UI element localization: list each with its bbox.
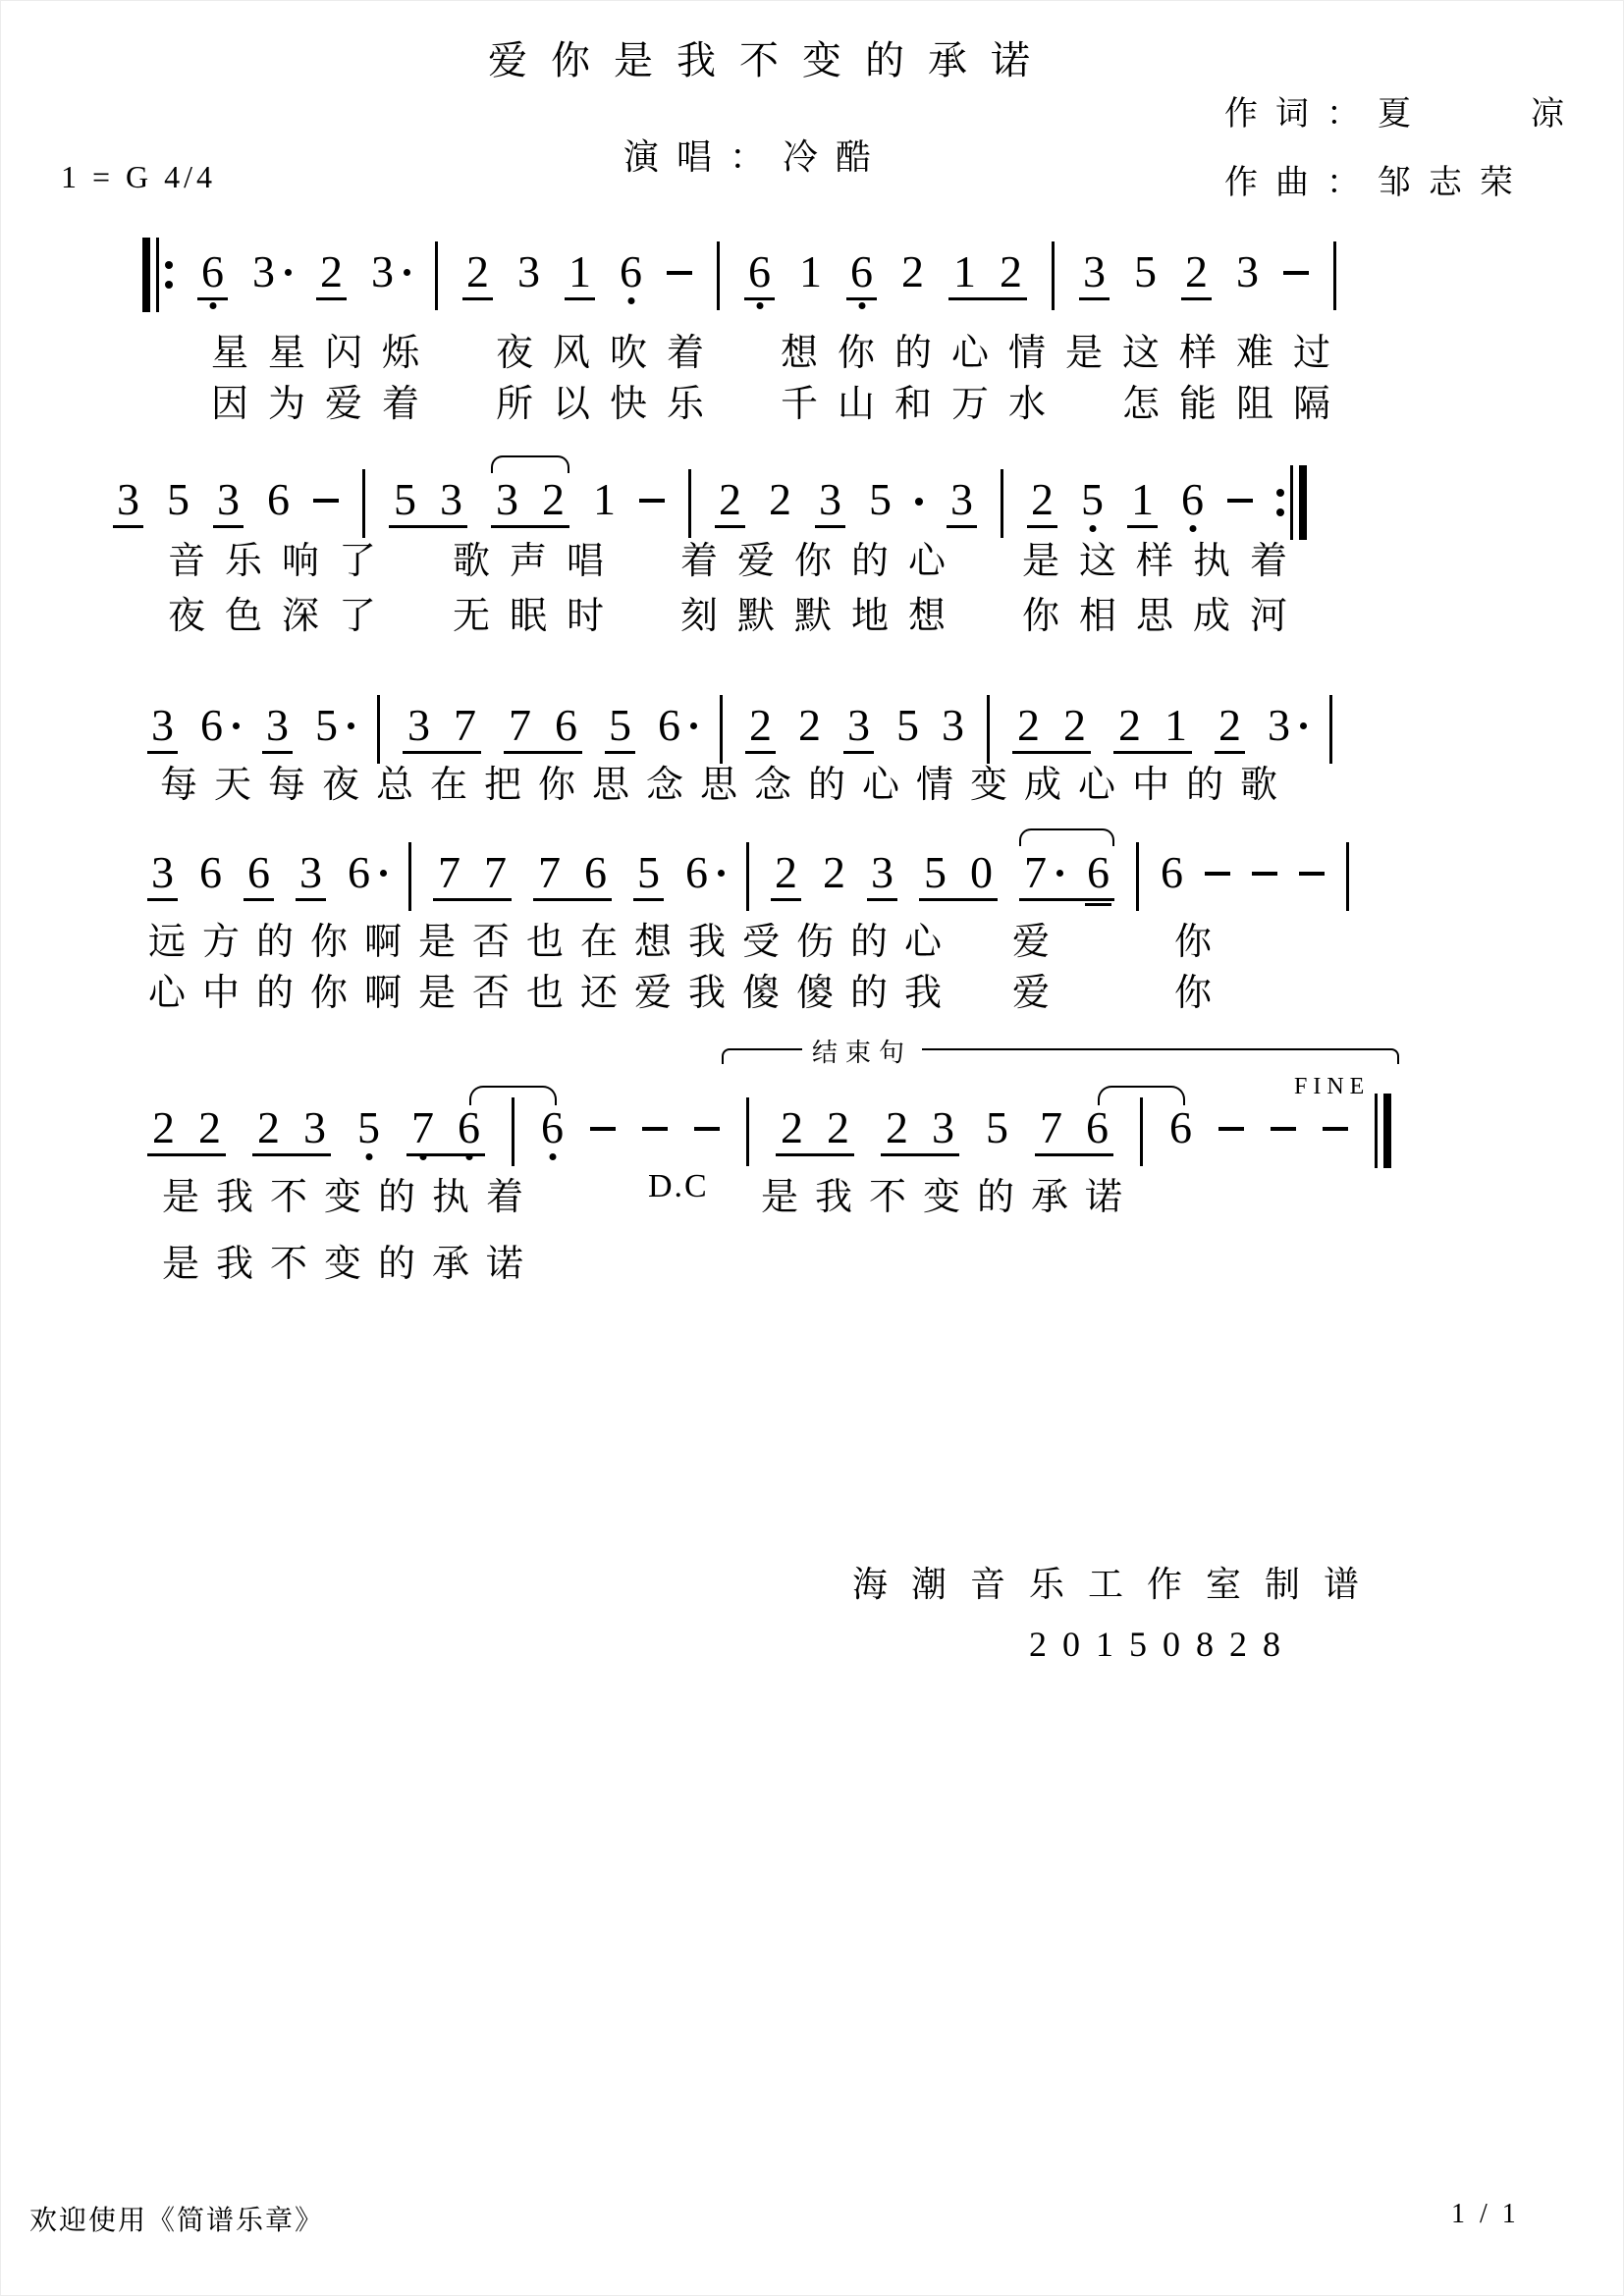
- note-6: 6: [1087, 847, 1110, 897]
- note-2: 2: [316, 251, 347, 300]
- duration-dash: [1271, 1127, 1296, 1131]
- key-signature: 1 = G 4/4: [61, 159, 217, 194]
- beam-group: [1035, 1102, 1113, 1156]
- augmentation-dot: [348, 722, 354, 729]
- note-3: 3: [947, 479, 977, 528]
- thin-bar: [1375, 1094, 1378, 1168]
- note-2: 2: [462, 251, 493, 300]
- note-3: 3: [407, 700, 430, 750]
- note-3: 3: [440, 474, 462, 524]
- note-3: 3: [1079, 251, 1110, 300]
- lyrics-line-4-verse-2: 心中的你啊是否也还爱我傻傻的我 爱 你: [148, 973, 1229, 1014]
- thick-bar: [142, 238, 150, 312]
- lyrics-line-4-verse-1: 远方的你啊是否也在想我受伤的心 爱 你: [148, 922, 1229, 963]
- beam-group: [406, 1102, 485, 1156]
- duration-dash: [1227, 499, 1253, 503]
- note-2: 2: [715, 479, 745, 528]
- singer-name: 冷酷: [783, 137, 890, 177]
- barline: [1052, 241, 1055, 310]
- note-7: 7: [484, 847, 507, 897]
- note-5: 5: [605, 705, 635, 754]
- note-2: 2: [745, 705, 776, 754]
- lyrics-line-2-verse-2: 夜色深了 无眠时 刻默默地想 你相思成河: [168, 596, 1308, 637]
- final-barline: [1375, 1094, 1391, 1168]
- beam-group: [433, 847, 512, 901]
- slur-arc: [491, 455, 569, 473]
- augmentation-dot: [1056, 870, 1063, 877]
- lyrics-line-5-ending-phrase: 是我不变的承诺: [761, 1177, 1140, 1218]
- note-3: 3: [1236, 246, 1259, 296]
- lyricist-line: [1224, 86, 1582, 134]
- beam-group: [948, 246, 1027, 300]
- note-2: 2: [1118, 700, 1141, 750]
- note-3: 3: [932, 1102, 954, 1152]
- note-7: 7: [438, 847, 460, 897]
- note-2: 2: [542, 474, 565, 524]
- lyricist-label: 作词：: [1224, 96, 1378, 133]
- duration-dash: [1299, 872, 1325, 876]
- augmentation-dot: [380, 870, 387, 877]
- repeat-dots: [165, 261, 173, 289]
- repeat-dots: [1276, 489, 1284, 516]
- note-2: 2: [1027, 479, 1057, 528]
- beam-group: [919, 847, 998, 901]
- duration-dash: [590, 1127, 616, 1131]
- note-6: 6: [658, 705, 697, 746]
- repeat-dot: [165, 281, 173, 289]
- augmentation-dot: [233, 722, 240, 729]
- augmentation-dot: [404, 269, 410, 276]
- note-3: 3: [147, 852, 178, 901]
- note-7: 7: [454, 700, 476, 750]
- beam-group: [776, 1102, 854, 1156]
- barline: [1136, 842, 1139, 911]
- barline: [1001, 469, 1003, 538]
- beam-group: [504, 700, 582, 754]
- barline: [435, 241, 438, 310]
- duration-dash: [1218, 1127, 1244, 1131]
- note-2: 2: [1181, 251, 1212, 300]
- barline: [408, 842, 411, 911]
- duration-dash: [1323, 1127, 1348, 1131]
- note-2: 2: [1215, 705, 1245, 754]
- note-3: 3: [1268, 705, 1307, 746]
- note-3: 3: [147, 705, 178, 754]
- page-title: 爱你是我不变的承诺: [488, 38, 1054, 82]
- note-5: 5: [896, 700, 919, 750]
- note-5: 5: [1134, 246, 1157, 296]
- augmentation-dot: [1300, 722, 1307, 729]
- repeat-dot: [165, 261, 173, 269]
- tie-arc: [1098, 1086, 1185, 1105]
- duration-dash: [1252, 872, 1277, 876]
- barline: [512, 1097, 514, 1166]
- repeat-end-barline: [1276, 465, 1307, 540]
- note-2: 2: [827, 1102, 849, 1152]
- note-2: 2: [1063, 700, 1086, 750]
- barline: [746, 1097, 749, 1166]
- lyrics-line-5-phrase-1: 是我不变的执着: [162, 1177, 541, 1218]
- lyricist-name: 夏 凉: [1378, 96, 1582, 133]
- beam-group: [147, 1102, 226, 1156]
- singer-label: 演唱：: [623, 137, 783, 177]
- beam-group: [403, 700, 481, 754]
- note-5: 5: [1081, 474, 1104, 524]
- composer-name: 邹志荣: [1378, 165, 1531, 201]
- note-2: 2: [769, 474, 791, 524]
- beam-group: [389, 474, 467, 528]
- note-2: 2: [886, 1102, 908, 1152]
- note-3: 3: [252, 251, 292, 293]
- note-1: 1: [1127, 479, 1158, 528]
- barline: [1140, 1097, 1143, 1166]
- beam-group: [881, 1102, 959, 1156]
- note-5: 5: [869, 474, 892, 524]
- note-2: 2: [152, 1102, 175, 1152]
- note-3: 3: [942, 700, 964, 750]
- note-3: 3: [113, 479, 143, 528]
- duration-dash: [1205, 872, 1230, 876]
- note-6: 6: [197, 251, 228, 300]
- note-2: 2: [771, 852, 801, 901]
- augmentation-dot: [718, 870, 725, 877]
- augmentation-dot: [915, 498, 923, 506]
- note-2: 2: [798, 700, 821, 750]
- note-3: 3: [496, 474, 518, 524]
- note-5: 5: [633, 852, 664, 901]
- note-6: 6: [199, 847, 222, 897]
- note-6: 6: [1181, 474, 1204, 524]
- note-2: 2: [781, 1102, 803, 1152]
- lyrics-line-1-verse-1: 星星闪烁 夜风吹着 想你的心情是这样难过: [211, 333, 1351, 374]
- note-2: 2: [257, 1102, 280, 1152]
- note-6: 6: [620, 246, 642, 296]
- lyrics-line-1-verse-2: 因为爱着 所以快乐 千山和万水 怎能阻隔: [211, 384, 1351, 425]
- music-line-5: [147, 1102, 1391, 1168]
- lyrics-line-3: 每天每夜总在把你思念思念的心情变成心中的歌: [160, 765, 1295, 806]
- note-7: 7: [538, 847, 561, 897]
- note-6: 6: [1161, 847, 1183, 897]
- duration-dash: [1283, 271, 1309, 275]
- note-3: 3: [867, 852, 897, 901]
- note-7: 7: [1040, 1102, 1062, 1152]
- barline: [1329, 695, 1332, 764]
- note-1: 1: [593, 474, 616, 524]
- music-line-1: [142, 246, 1336, 312]
- barline: [1333, 241, 1336, 310]
- augmentation-dot: [690, 722, 697, 729]
- note-5: 5: [986, 1102, 1008, 1152]
- ending-phrase-bracket: [722, 1039, 1399, 1069]
- barline: [688, 469, 691, 538]
- note-6: 6: [744, 251, 775, 300]
- lyrics-line-2-verse-1: 音乐响了 歌声唱 着爱你的心 是这样执着: [168, 541, 1308, 582]
- note-1: 1: [799, 246, 822, 296]
- note-1: 1: [953, 246, 976, 296]
- thin-bar: [156, 238, 159, 312]
- score-date: 20150828: [1029, 1625, 1296, 1664]
- beam-group: [1113, 700, 1192, 754]
- ending-bracket-right-hook: [922, 1048, 1399, 1064]
- note-3: 3: [517, 246, 540, 296]
- note-1: 1: [565, 251, 595, 300]
- note-5: 5: [357, 1102, 380, 1152]
- augmentation-dot: [285, 269, 292, 276]
- music-line-4: [147, 847, 1349, 911]
- studio-credit: 海潮音乐工作室制谱: [852, 1565, 1383, 1604]
- note-6: 6: [846, 251, 877, 300]
- note-5: 5: [924, 847, 947, 897]
- note-6: 6: [541, 1102, 564, 1152]
- barline: [362, 469, 365, 538]
- note-3: 3: [815, 479, 845, 528]
- composer-line: [1224, 155, 1531, 203]
- thick-bar: [1299, 465, 1307, 540]
- composer-label: 作曲：: [1224, 165, 1378, 201]
- ending-phrase-label: 结束句: [812, 1039, 913, 1067]
- software-note: 欢迎使用《简谱乐章》: [29, 2206, 325, 2236]
- note-6: 6: [685, 852, 725, 893]
- note-5: 5: [315, 705, 354, 746]
- note-6: 6: [200, 705, 240, 746]
- duration-dash: [639, 499, 665, 503]
- note-5: 5: [394, 474, 416, 524]
- note-6: 6: [555, 700, 577, 750]
- note-2: 2: [823, 847, 845, 897]
- duration-dash: [313, 499, 339, 503]
- beam-group: [1012, 700, 1091, 754]
- barline: [1346, 842, 1349, 911]
- note-1: 1: [1164, 700, 1187, 750]
- duration-dash: [667, 271, 692, 275]
- note-7: 7: [411, 1102, 434, 1152]
- duration-dash: [642, 1127, 668, 1131]
- page-number: 1 / 1: [1451, 2199, 1520, 2229]
- beam-group: [252, 1102, 331, 1156]
- barline: [746, 842, 749, 911]
- note-6: 6: [244, 852, 274, 901]
- note-7: 7: [1024, 852, 1063, 893]
- note-6: 6: [1086, 1102, 1109, 1152]
- note-6: 6: [1169, 1102, 1192, 1152]
- beam-group: [491, 474, 569, 528]
- dc-marking: D.C: [648, 1168, 709, 1204]
- thick-bar: [1383, 1094, 1391, 1168]
- note-3: 3: [213, 479, 244, 528]
- note-7: 7: [509, 700, 531, 750]
- thin-bar: [1290, 465, 1293, 540]
- ending-bracket-left-hook: [722, 1048, 802, 1064]
- repeat-dot: [1276, 489, 1284, 497]
- note-2: 2: [198, 1102, 221, 1152]
- tie-arc: [469, 1086, 557, 1105]
- note-3: 3: [262, 705, 293, 754]
- note-6: 6: [348, 852, 387, 893]
- barline: [717, 241, 720, 310]
- note-3: 3: [303, 1102, 326, 1152]
- note-2: 2: [901, 246, 924, 296]
- note-6: 6: [458, 1102, 480, 1152]
- beam-group: [1019, 847, 1114, 901]
- note-3: 3: [296, 852, 326, 901]
- note-3: 3: [371, 251, 410, 293]
- beam-group: [533, 847, 612, 901]
- note-2: 2: [1000, 246, 1022, 296]
- fine-marking: FINE: [1294, 1074, 1371, 1099]
- note-2: 2: [1017, 700, 1040, 750]
- note-5: 5: [167, 474, 189, 524]
- slur-arc: [1019, 828, 1114, 846]
- note-3: 3: [843, 705, 874, 754]
- repeat-begin-barline: [142, 238, 173, 312]
- note-6: 6: [267, 474, 290, 524]
- duration-dash: [694, 1127, 720, 1131]
- repeat-dot: [1276, 508, 1284, 516]
- note-6: 6: [584, 847, 607, 897]
- note-0: 0: [970, 847, 993, 897]
- lyrics-line-5-verse-2: 是我不变的承诺: [162, 1244, 541, 1285]
